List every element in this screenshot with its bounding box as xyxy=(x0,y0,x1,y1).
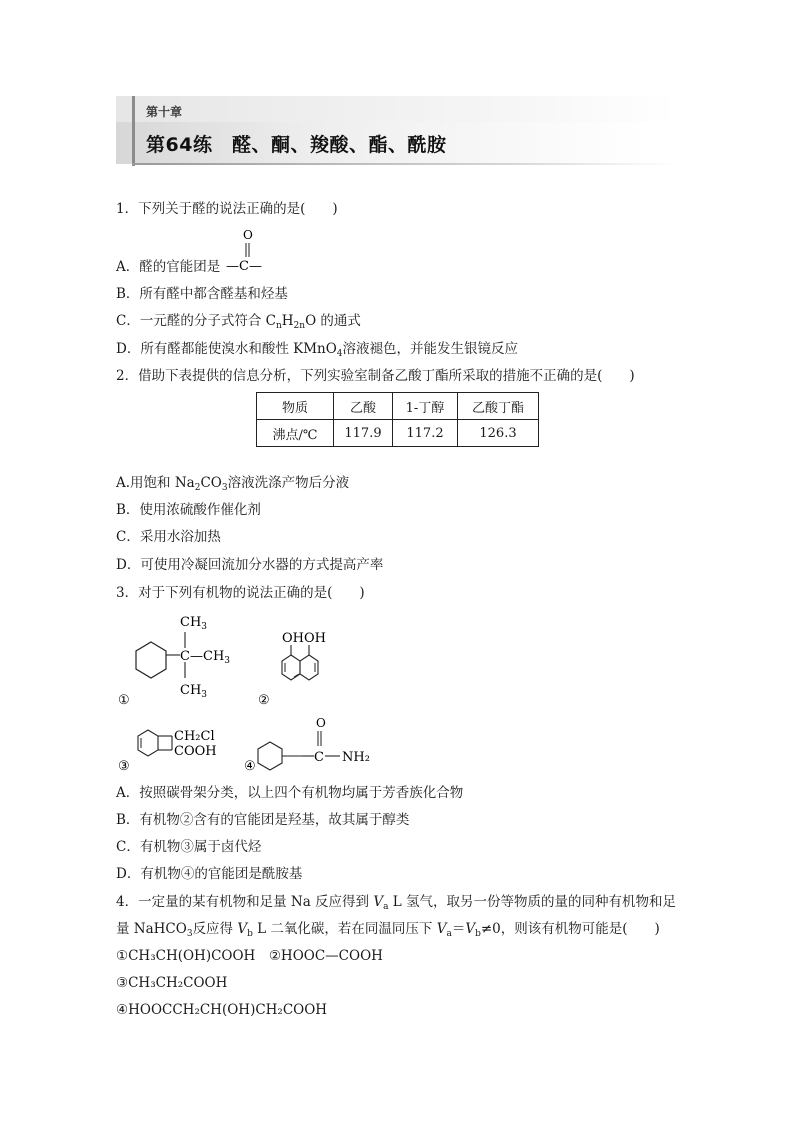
table-header-cell: 1-丁醇 xyxy=(393,393,458,420)
s3-ch2cl: CH₂Cl xyxy=(174,729,215,744)
structure-1-label: ① xyxy=(118,693,130,708)
carbonyl-c: —C— xyxy=(226,259,262,274)
q1-c-sub-2n: 2n xyxy=(293,321,306,331)
q1-d-sub-4: 4 xyxy=(336,349,343,359)
q2-a-sub-2: 2 xyxy=(194,483,201,493)
table-header-cell: 乙酸丁酯 xyxy=(458,393,539,420)
q1-option-a-text: A．醛的官能团是 xyxy=(116,259,221,275)
s2-ohoh: OHOH xyxy=(282,631,326,646)
q4-options-1-2: ①CH₃CH(OH)COOH ②HOOC—COOH xyxy=(116,948,383,964)
q4-va-sub: a xyxy=(383,902,389,912)
q4-l2-b: 反应得 xyxy=(192,921,238,937)
structure-1 xyxy=(116,610,256,710)
q1-option-c xyxy=(116,312,361,335)
header-top-bar xyxy=(116,96,676,122)
q4-stem-line1 xyxy=(116,893,676,916)
q4-l2-sub-3: 3 xyxy=(186,929,193,939)
header-left-rule xyxy=(132,96,135,166)
q3-option-b: B．有机物②含有的官能团是羟基，故其属于醇类 xyxy=(116,812,410,828)
s1-central-c: C xyxy=(180,649,190,664)
q1-option-d xyxy=(116,340,518,363)
q4-va: V xyxy=(373,894,384,910)
chapter-header xyxy=(116,96,676,192)
table-cell: 117.2 xyxy=(393,420,458,447)
q2-a-sub-3: 3 xyxy=(221,483,228,493)
q2-a-prefix: A.用饱和 Na xyxy=(116,475,195,491)
table-header-cell: 乙酸 xyxy=(334,393,393,420)
structure-2 xyxy=(258,624,348,712)
q1-c-prefix: C．一元醛的分子式符合 C xyxy=(116,313,276,329)
q4-l2-a: 量 NaHCO xyxy=(116,921,187,937)
q1-option-b: B．所有醛中都含醛基和烃基 xyxy=(116,286,288,302)
q2-stem: 2．借助下表提供的信息分析，下列实验室制备乙酸丁酯所采取的措施不正确的是( ) xyxy=(116,368,635,384)
q1-d-suffix: 溶液褪色，并能发生银镜反应 xyxy=(342,341,519,357)
header-bottom-rule xyxy=(132,163,676,165)
q3-stem: 3．对于下列有机物的说法正确的是( ) xyxy=(116,585,365,601)
table-cell: 117.9 xyxy=(334,420,393,447)
q3-option-a: A．按照碳骨架分类，以上四个有机物均属于芳香族化合物 xyxy=(116,785,464,801)
q2-a-co: CO xyxy=(200,475,222,491)
q4-vb: V xyxy=(237,921,248,937)
q1-option-a xyxy=(116,258,220,276)
q1-d-prefix: D．所有醛都能使溴水和酸性 KMnO xyxy=(116,341,337,357)
q4-stem-line2 xyxy=(116,920,660,943)
q4-vb-sub: b xyxy=(247,929,253,939)
s4-c: C xyxy=(314,750,324,765)
q1-c-sub-n: n xyxy=(275,321,282,331)
q4-l2-e: ≠0，则该有机物可能是( ) xyxy=(480,921,660,937)
s4-nh2: NH₂ xyxy=(342,750,370,765)
page-title: 第64练 醛、酮、羧酸、酯、酰胺 xyxy=(146,134,447,156)
structure-4 xyxy=(244,712,384,776)
q2-a-suffix: 溶液洗涤产物后分液 xyxy=(227,475,350,491)
s3-cooh: COOH xyxy=(174,744,217,759)
s4-o: O xyxy=(316,716,326,730)
q4-va-2: V xyxy=(436,921,447,937)
chapter-label: 第十章 xyxy=(146,105,183,119)
q2-option-d: D．可使用冷凝回流加分水器的方式提高产率 xyxy=(116,557,384,573)
table-header-cell: 物质 xyxy=(257,393,334,420)
q3-option-d: D．有机物④的官能团是酰胺基 xyxy=(116,866,303,882)
boiling-point-table xyxy=(256,392,539,447)
q2-option-c: C．采用水浴加热 xyxy=(116,529,221,545)
q1-c-suffix: O 的通式 xyxy=(305,313,361,329)
table-cell: 沸点/℃ xyxy=(257,420,334,447)
q4-va-sub-2: a xyxy=(446,929,452,939)
q4-vb-sub-2: b xyxy=(475,929,481,939)
q2-option-b: B．使用浓硫酸作催化剂 xyxy=(116,502,261,518)
s1-ch3-right: $—CH_3$ xyxy=(190,649,231,666)
q4-l1-a: 4．一定量的某有机物和足量 Na 反应得到 xyxy=(116,894,374,910)
q4-vb-2: V xyxy=(465,921,476,937)
structure-3-label: ③ xyxy=(118,759,130,774)
table-header-row xyxy=(257,393,539,420)
s1-ch3-top: $CH_3$ xyxy=(180,615,208,632)
q1-c-h: H xyxy=(281,313,294,329)
q4-option-4: ④HOOCCH₂CH(OH)CH₂COOH xyxy=(116,1002,328,1018)
structure-4-label: ④ xyxy=(244,759,256,774)
structure-3 xyxy=(116,724,246,776)
q4-l2-c: L 二氧化碳，若在同温同压下 xyxy=(252,921,437,937)
carbonyl-structure xyxy=(224,226,274,276)
q3-option-c: C．有机物③属于卤代烃 xyxy=(116,839,262,855)
q4-option-3: ③CH₃CH₂COOH xyxy=(116,975,228,991)
q4-l2-d: ＝ xyxy=(451,921,466,937)
s1-ch3-bottom: $CH_3$ xyxy=(180,683,208,700)
table-row xyxy=(257,420,539,447)
carbonyl-o: O xyxy=(243,228,253,242)
q1-stem: 1．下列关于醛的说法正确的是( ) xyxy=(116,201,338,217)
q4-l1-b: L 氢气，取另一份等物质的量的同种有机物和足 xyxy=(388,894,676,910)
structure-2-label: ② xyxy=(258,693,270,708)
table-cell: 126.3 xyxy=(458,420,539,447)
q2-option-a xyxy=(116,474,349,497)
